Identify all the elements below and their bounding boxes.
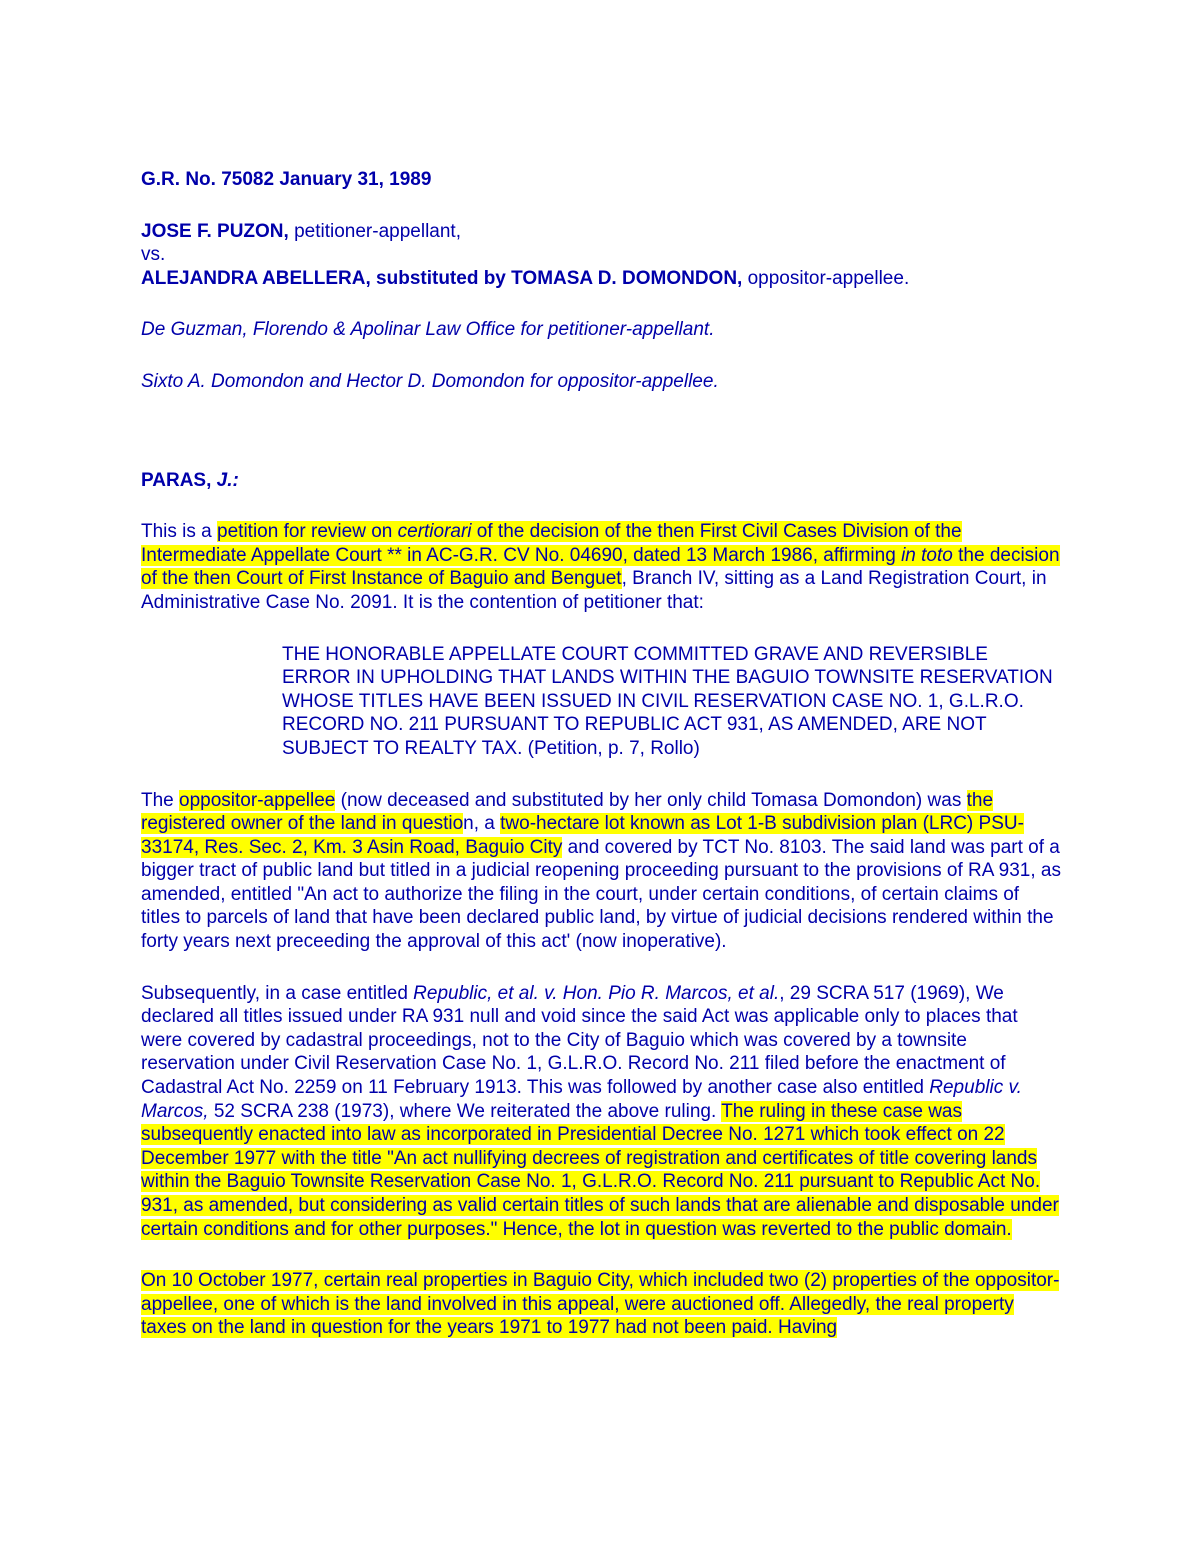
respondent-role: oppositor-appellee. bbox=[742, 267, 910, 289]
quote-citation: (Petition, p. 7, Rollo) bbox=[522, 737, 700, 759]
ponente-name: PARAS, bbox=[141, 469, 212, 491]
block-quote bbox=[282, 643, 1061, 761]
paragraph-1 bbox=[141, 520, 1061, 614]
respondent-line bbox=[141, 267, 1061, 291]
text-segment: petition for review on bbox=[217, 521, 398, 543]
text-segment: , Branch IV, sitting as a Land Registration Court, in Administrative Case No. 2091. It is the contention of petitioner that: bbox=[141, 568, 1047, 613]
petitioner-line bbox=[141, 220, 1061, 244]
quote-text: THE HONORABLE APPELLATE COURT COMMITTED GRAVE AND REVERSIBLE ERROR IN UPHOLDING THAT LANDS WITHIN THE BAGUIO TOWNSITE RESERVATION WHOSE TITLES HAVE BEEN ISSUED IN CIVIL RESERVATION CASE NO. 1, G.L.R.O. RECORD NO. 211 PURSUANT TO REPUBLIC ACT 931, AS AMENDED, ARE NOT SUBJECT TO REALTY TAX. bbox=[282, 643, 1053, 759]
text-segment: the decision of the then Court of First Instance of Baguio and Benguet bbox=[141, 544, 1060, 590]
petitioner-name: JOSE F. PUZON, bbox=[141, 220, 289, 242]
highlight-segment: oppositor-appellee bbox=[179, 789, 336, 811]
paragraph-4 bbox=[141, 1269, 1061, 1340]
italic-segment: certiorari bbox=[397, 521, 472, 543]
italic-segment: Republic, et al. v. Hon. Pio R. Marcos, et al. bbox=[413, 982, 780, 1004]
text-segment: This is a bbox=[141, 521, 218, 543]
highlight-segment: The ruling in these case was subsequently enacted into law as incorporated in Presidential Decree No. 1271 which took effect on 22 December 1977 with the title "An act nullifying decrees of registration and certificates of title covering lands within the Baguio Townsite Reservation Case No. 1, G.L.R.O. Record No. 211 pursuant to Republic Act No. 931, as amended, but considering as valid certain titles of such lands that are alienable and disposable under certain conditions and for other purposes." Hence, the lot in question was reverted to the public domain. bbox=[141, 1100, 1059, 1240]
text-segment: and covered by TCT No. 8103. The said land was part of a bigger tract of public land but titled in a judicial reopening proceeding pursuant to the provisions of RA 931, as amended, entitled "An act to authorize the filing in the court, under certain conditions, of certain claims of titles to parcels of land that have been declared public land, by virtue of judicial decisions rendered within the forty years next preceeding the approval of this act' (now inoperative). bbox=[141, 836, 1061, 953]
petitioner-role: petitioner-appellant, bbox=[288, 220, 461, 242]
respondent-name: ALEJANDRA ABELLERA, substituted by TOMASA D. DOMONDON, bbox=[141, 267, 743, 289]
paragraph-3 bbox=[141, 982, 1061, 1242]
versus-label: vs. bbox=[141, 244, 166, 266]
paragraph-2 bbox=[141, 789, 1061, 954]
text-segment: n, a bbox=[463, 813, 501, 835]
case-number: G.R. No. 75082 January 31, 1989 bbox=[141, 169, 432, 190]
text-segment: (now deceased and substituted by her only child Tomasa Domondon) was bbox=[335, 789, 967, 811]
text-segment: of the decision of the then First Civil Cases Division of the Intermediate Appellate Court ** in AC-G.R. CV No. 04690, dated 13 March 1986, affirming bbox=[141, 521, 962, 566]
highlight-segment: two-hectare lot known as Lot 1-B subdivision plan (LRC) PSU-33174, Res. Sec. 2, Km. 3 Asin Road, Baguio City bbox=[141, 813, 1024, 858]
text-segment: Subsequently, in a case entitled bbox=[141, 982, 414, 1004]
petitioner-counsel: De Guzman, Florendo & Apolinar Law Office for petitioner-appellant. bbox=[141, 319, 715, 341]
highlight-segment: the registered owner of the land in questio bbox=[141, 789, 994, 835]
text-segment: The bbox=[141, 789, 180, 811]
italic-segment: Republic v. Marcos, bbox=[141, 1077, 1022, 1122]
ponente-title: J.: bbox=[211, 469, 239, 491]
document-body bbox=[141, 168, 1061, 1368]
respondent-counsel: Sixto A. Domondon and Hector D. Domondon for oppositor-appellee. bbox=[141, 370, 719, 392]
text-segment: 52 SCRA 238 (1973), where We reiterated the above ruling. bbox=[208, 1100, 722, 1122]
ponente bbox=[141, 469, 1061, 493]
text-segment: , 29 SCRA 517 (1969), We declared all titles issued under RA 931 null and void since the said Act was applicable only to places that were covered by cadastral proceedings, not to the City of Baguio which was covered by a townsite reservation under Civil Reservation Case No. 1, G.L.R.O. Record No. 211 filed before the enactment of Cadastral Act No. 2259 on 11 February 1913. This was followed by another case also entitled bbox=[141, 982, 1018, 1099]
highlight-segment: On 10 October 1977, certain real properties in Baguio City, which included two (2) properties of the oppositor-appellee, one of which is the land involved in this appeal, were auctioned off. Allegedly, the real property taxes on the land in question for the years 1971 to 1977 had not been paid. Having bbox=[141, 1270, 1060, 1339]
italic-segment: in toto bbox=[901, 544, 953, 566]
